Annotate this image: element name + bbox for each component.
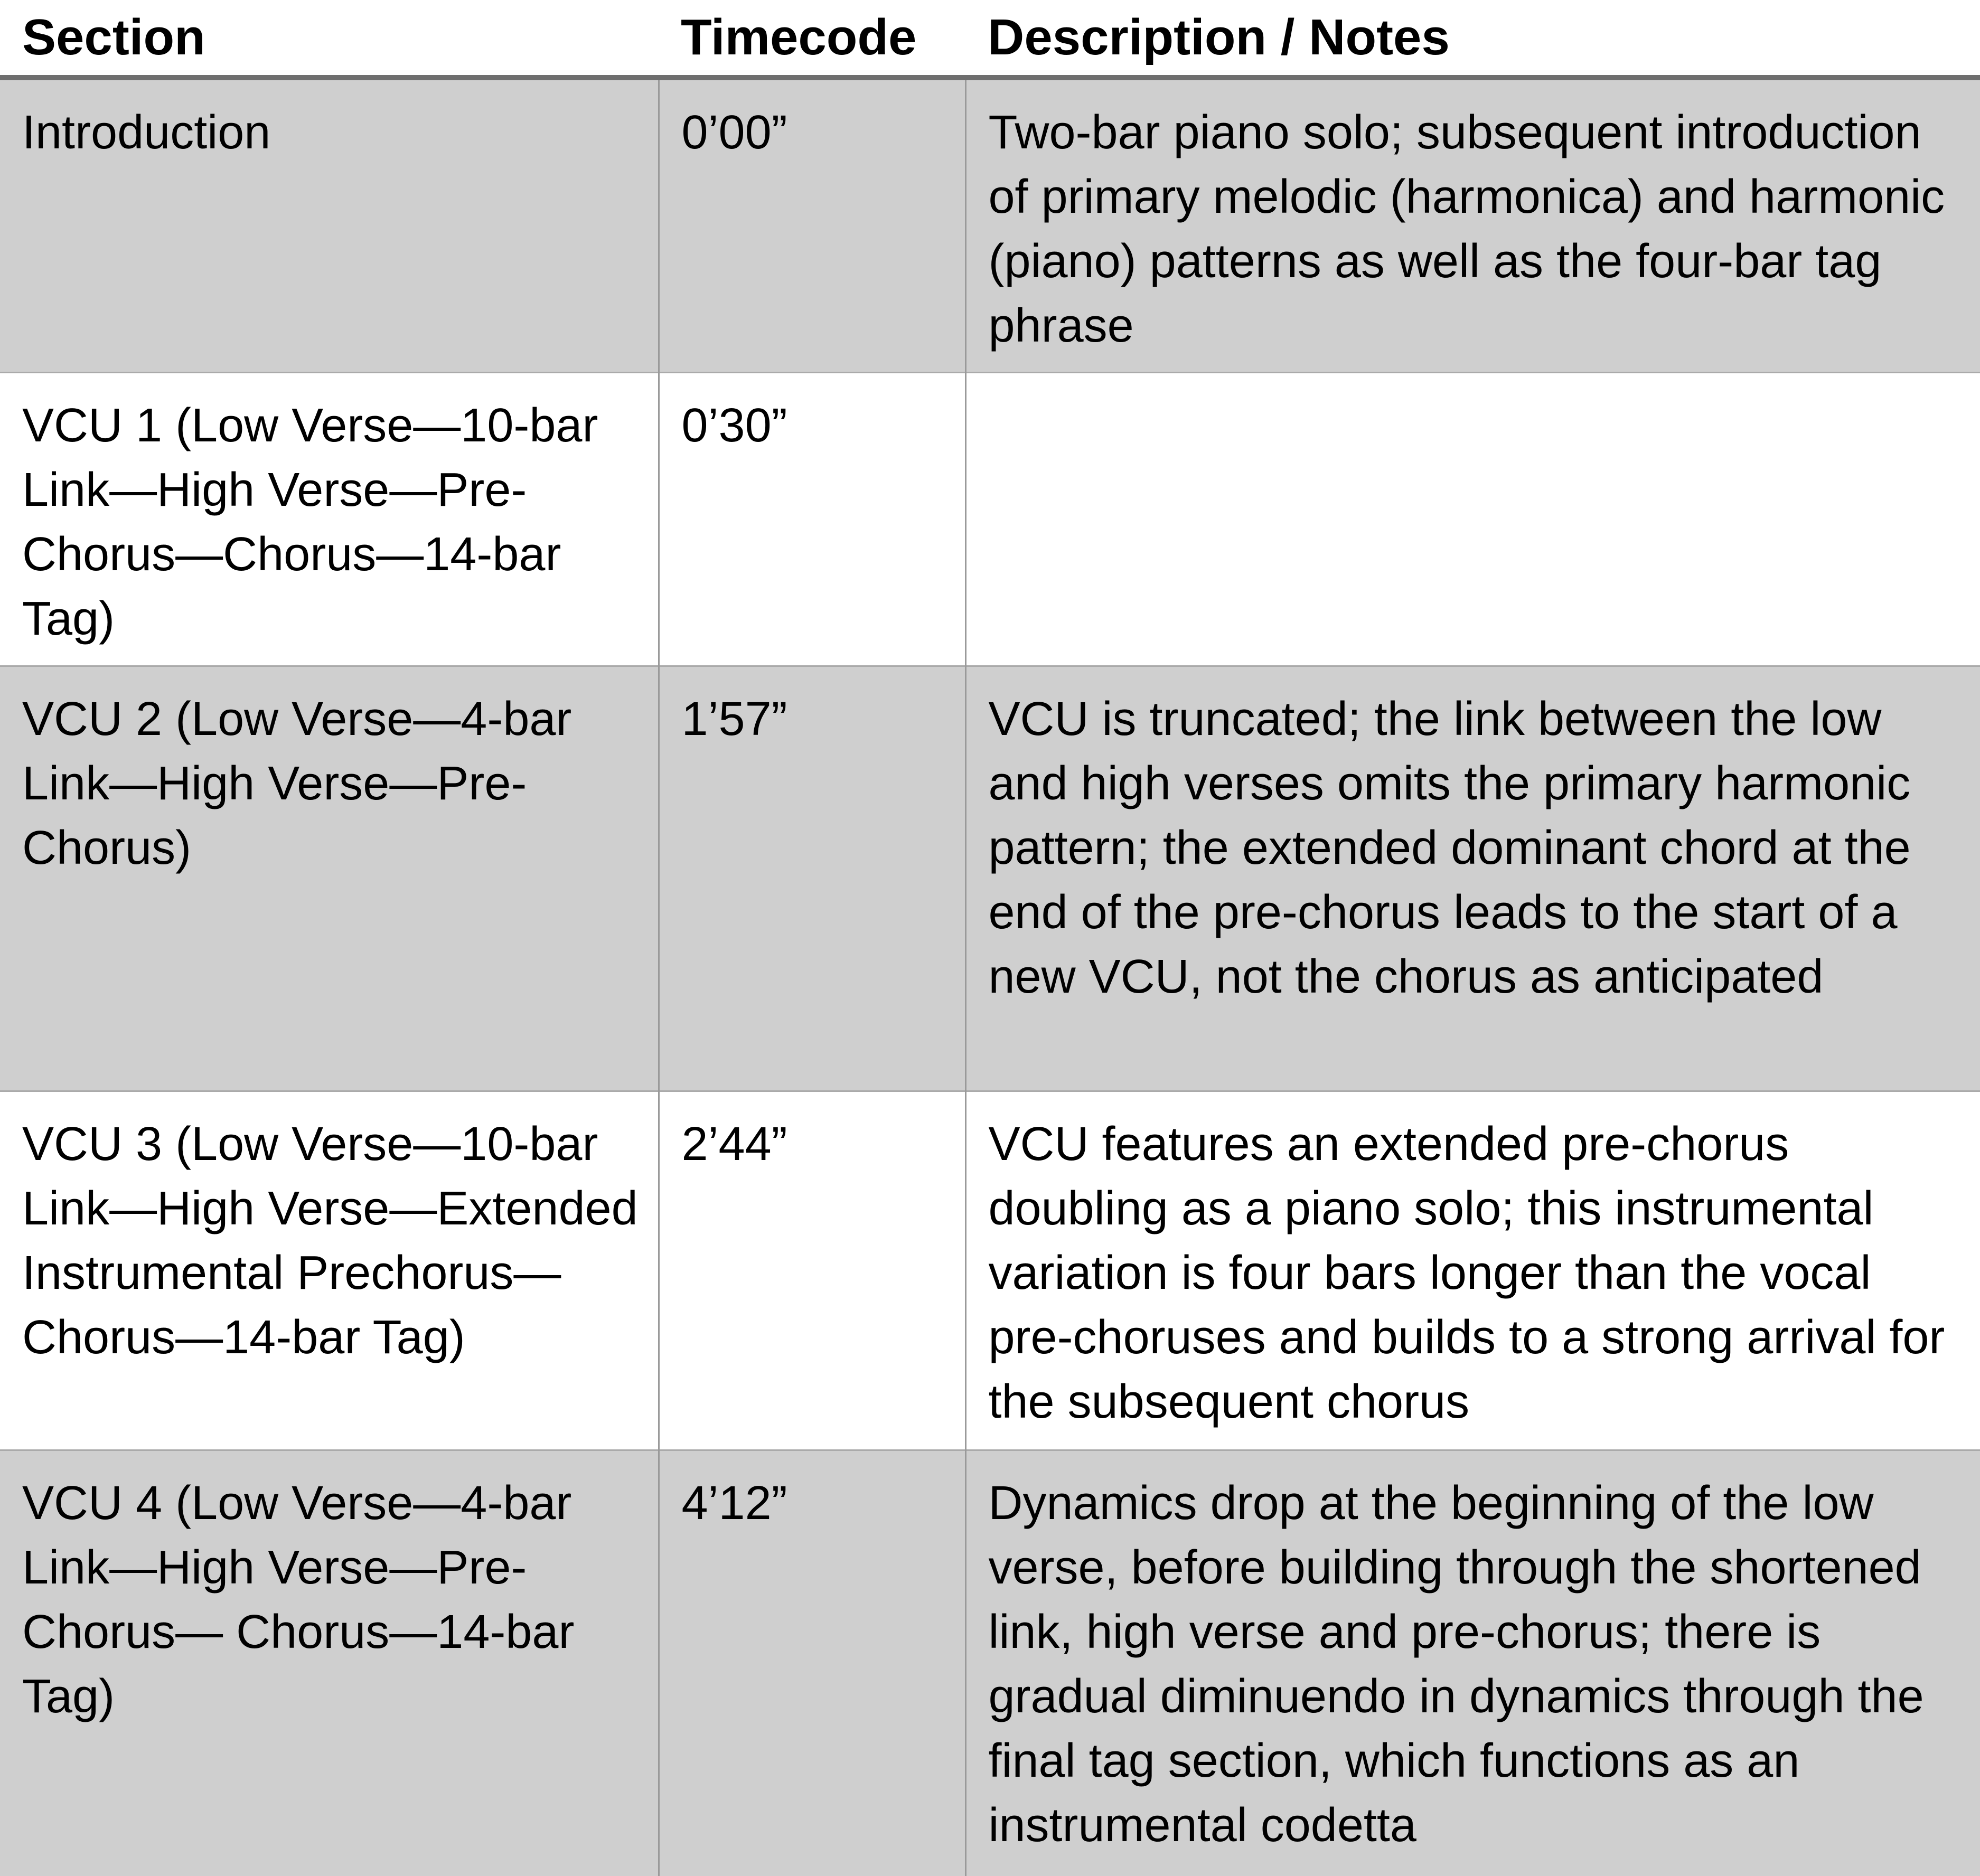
header-timecode: Timecode [659,0,965,78]
section-cell: VCU 4 (Low Verse—4-bar Link—High Verse—Pre-Chorus— Chorus—14-bar Tag) [0,1450,659,1876]
header-description: Description / Notes [965,0,1980,78]
description-cell: VCU features an extended pre-chorus doubling as a piano solo; this instrumental variation is four bars longer than the vocal pre-choruses and builds to a strong arrival for the subsequent chorus [965,1091,1980,1450]
section-cell: Introduction [0,78,659,373]
table-row [0,666,1980,1091]
section-cell: VCU 3 (Low Verse—10-bar Link—High Verse—Extended Instrumental Prechorus—Chorus—14-bar Tag) [0,1091,659,1450]
section-cell: VCU 2 (Low Verse—4-bar Link—High Verse—Pre-Chorus) [0,666,659,1091]
timecode-cell: 0’30” [659,373,965,666]
table-row [0,1091,1980,1450]
table-body [0,78,1980,1876]
header-row [0,0,1980,78]
description-cell: Two-bar piano solo; subsequent introduction of primary melodic (harmonica) and harmonic (piano) patterns as well as the four-bar tag phrase [965,78,1980,373]
timecode-cell: 1’57” [659,666,965,1091]
timecode-cell: 0’00” [659,78,965,373]
table-row [0,1450,1980,1876]
table-row [0,78,1980,373]
table-row [0,373,1980,666]
description-cell: VCU is truncated; the link between the low and high verses omits the primary harmonic pattern; the extended dominant chord at the end of the pre-chorus leads to the start of a new VCU, not the chorus as anticipated [965,666,1980,1091]
section-cell: VCU 1 (Low Verse—10-bar Link—High Verse—Pre-Chorus—Chorus—14-bar Tag) [0,373,659,666]
description-cell: Dynamics drop at the beginning of the low verse, before building through the shortened link, high verse and pre-chorus; there is gradual diminuendo in dynamics through the final tag section, which functions as an instrumental codetta [965,1450,1980,1876]
timecode-cell: 2’44” [659,1091,965,1450]
timecode-cell: 4’12” [659,1450,965,1876]
table-header [0,0,1980,78]
description-cell [965,373,1980,666]
header-section: Section [0,0,659,78]
